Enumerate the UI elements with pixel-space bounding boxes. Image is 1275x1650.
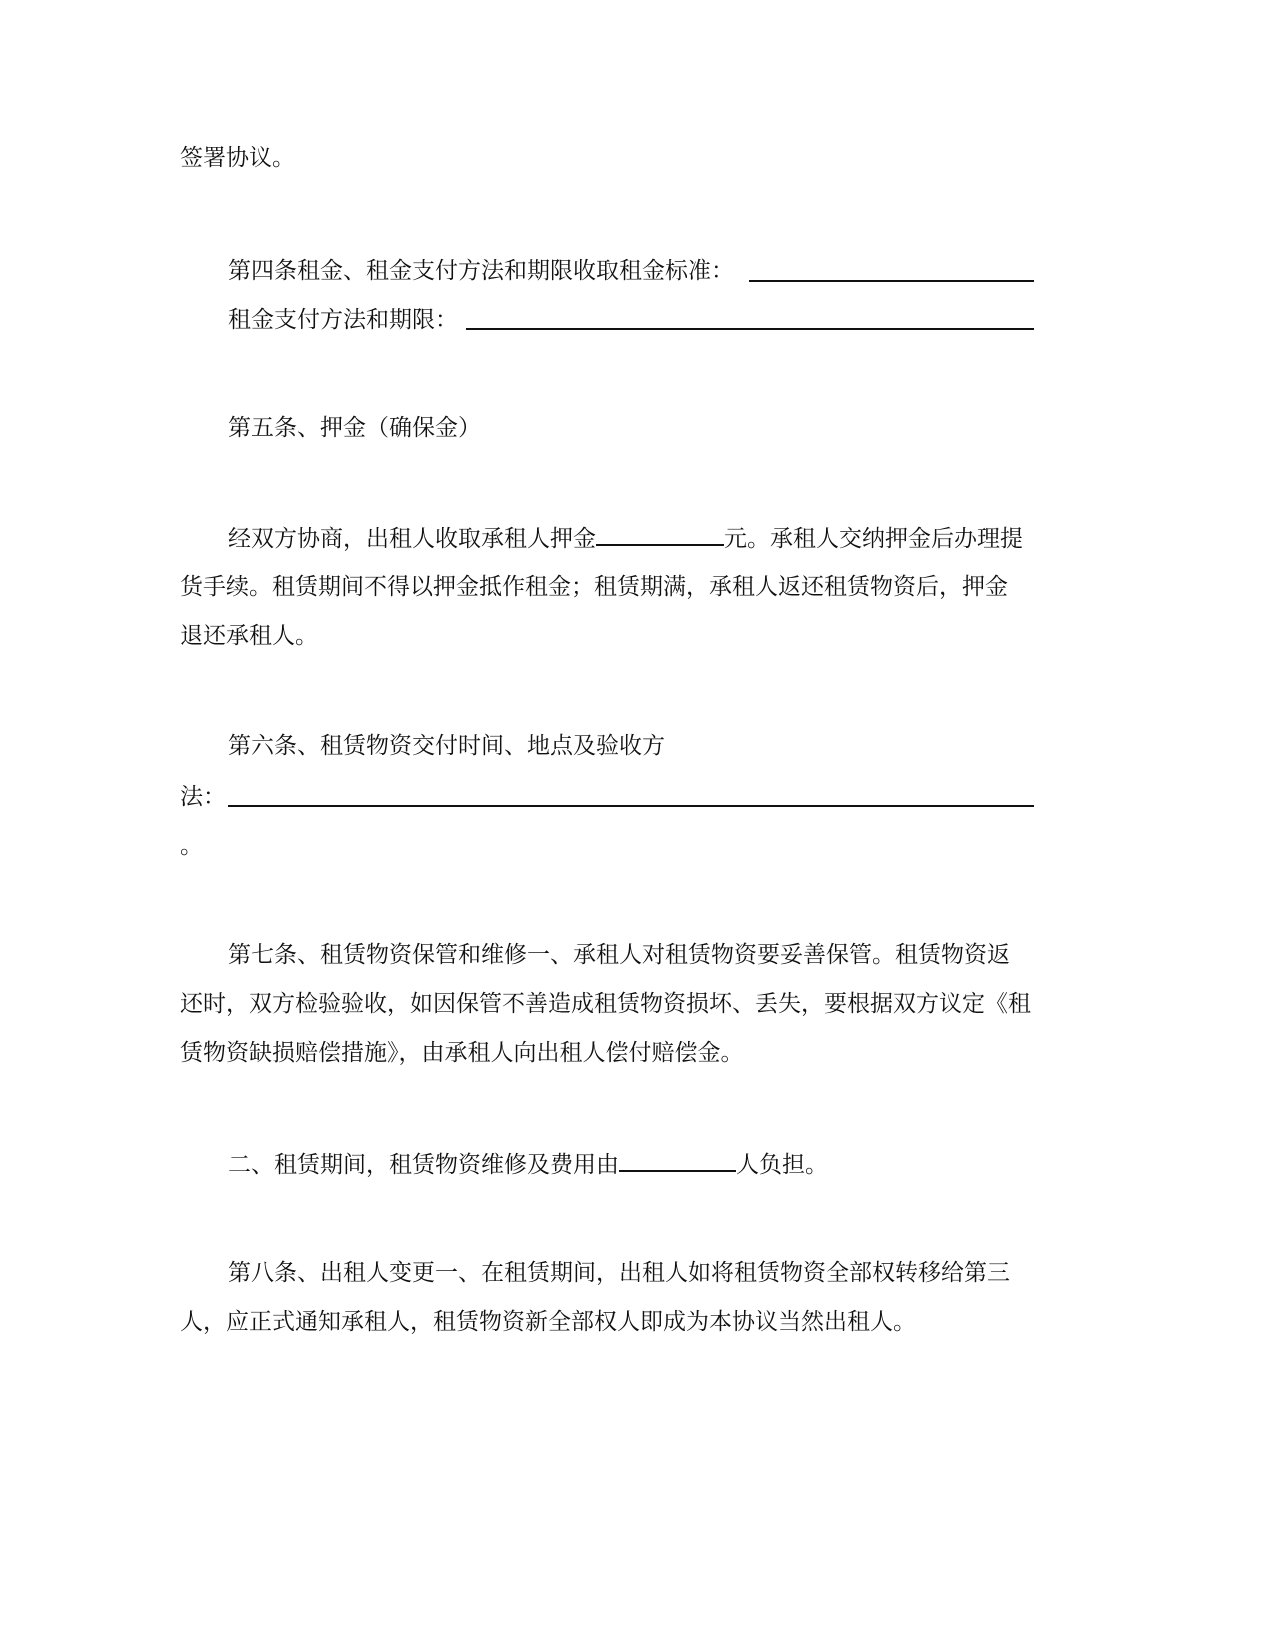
article-5-paragraph-line-3: 退还承租人。: [180, 623, 318, 649]
article-6-line-1: 第六条、租赁物资交付时间、地点及验收方: [228, 733, 665, 759]
article-8-line-1: 第八条、出租人变更一、在租赁期间，出租人如将租赁物资全部权转移给第三: [228, 1260, 1010, 1286]
maintenance-text-before: 二、租赁期间，租赁物资维修及费用由: [228, 1152, 619, 1178]
intro-tail-text: 签署协议。: [180, 145, 295, 171]
article-4-payment-label: 租金支付方法和期限：: [228, 307, 458, 333]
maintenance-text-after: 人负担。: [736, 1152, 828, 1178]
article-5-paragraph-line-1: [228, 522, 1128, 554]
maintenance-party-blank: [619, 1148, 736, 1172]
deposit-text-before: 经双方协商，出租人收取承租人押金: [228, 526, 596, 552]
article-7-line-2: 还时，双方检验验收，如因保管不善造成租赁物资损坏、丢失，要根据双方议定《租: [180, 991, 1031, 1017]
article-5-paragraph-line-2: 货手续。租赁期间不得以押金抵作租金；租赁期满，承租人返还租赁物资后，押金: [180, 574, 1008, 600]
article-7-item-2: [228, 1148, 1128, 1180]
article-5-heading: 第五条、押金（确保金）: [228, 415, 481, 441]
deposit-amount-blank: [596, 522, 724, 546]
article-7-line-1: 第七条、租赁物资保管和维修一、承租人对租赁物资要妥善保管。租赁物资返: [228, 942, 1010, 968]
payment-method-blank: [466, 306, 1034, 330]
article-8-line-2: 人，应正式通知承租人，租赁物资新全部权人即成为本协议当然出租人。: [180, 1309, 916, 1335]
article-7-line-3: 赁物资缺损赔偿措施》，由承租人向出租人偿付赔偿金。: [180, 1040, 744, 1066]
article-4-text: 第四条租金、租金支付方法和期限收取租金标准：: [228, 258, 734, 284]
deposit-text-after: 元。承租人交纳押金后办理提: [724, 526, 1023, 552]
article-6-line-3: 。: [180, 833, 203, 859]
delivery-method-blank: [228, 783, 1034, 807]
rent-standard-blank: [749, 258, 1034, 282]
article-6-line-2: 法：: [180, 784, 226, 810]
